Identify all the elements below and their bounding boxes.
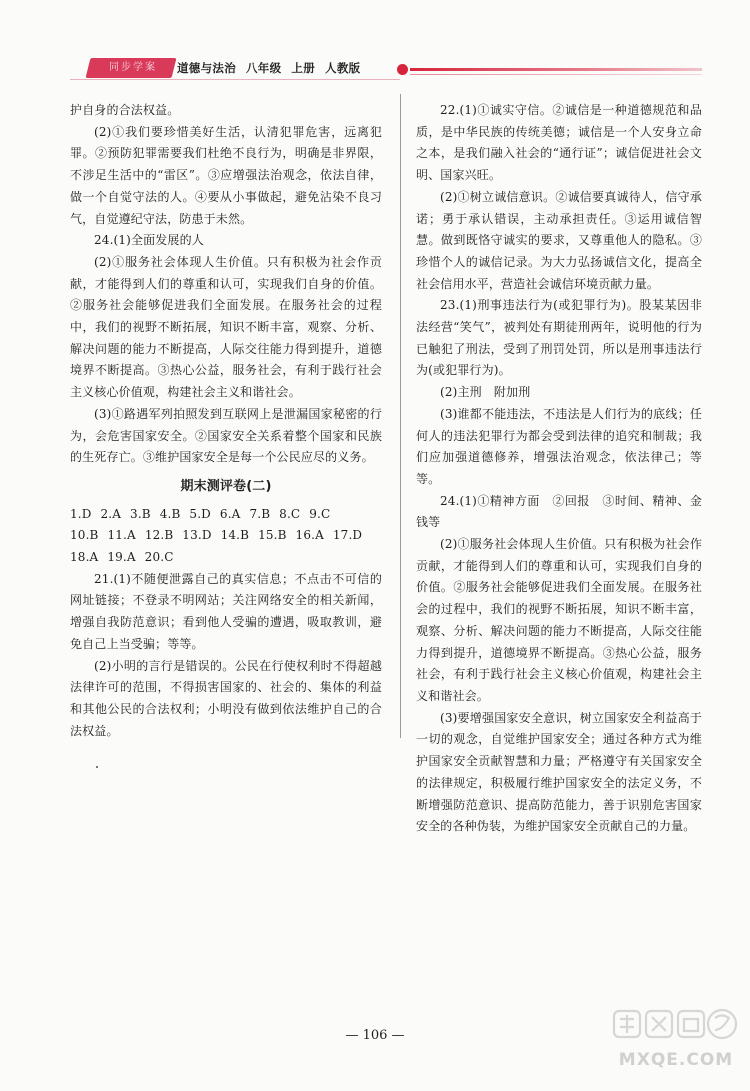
mc-answer: 4.B	[159, 506, 181, 521]
page-number: — 106 —	[345, 1028, 405, 1043]
header-volume: 上册	[291, 61, 316, 75]
mc-answer: 7.B	[249, 506, 271, 521]
mc-answer: 12.B	[144, 528, 174, 543]
answer-paragraph: (3)①路遇军列拍照发到互联网上是泄漏国家秘密的行为，会危害国家安全。②国家安全关系着整个国家和民族的生死存亡。③维护国家安全是每一个公民应尽的义务。	[70, 406, 382, 465]
answer-paragraph: (2)小明的言行是错误的。公民在行使权利时不得超越法律许可的范围，不得损害国家的、社会的、集体的利益和其他公民的合法权利；小明没有做到依法维护自己的合法权益。	[70, 658, 382, 738]
svg-text:MXQE.COM: MXQE.COM	[618, 1050, 734, 1070]
mc-answer: 1.D	[70, 506, 92, 521]
header-underline	[70, 79, 400, 80]
answer-paragraph: (2)①服务社会体现人生价值。只有积极为社会作贡献，才能得到人们的尊重和认可，实现我们自身的价值。②服务社会能够促进我们全面发展。在服务社会的过程中，我们的视野不断拓展，知识不断丰富，观察、分析、解决问题的能力不断提高，人际交往能力得到提升，道德境界不断提高。③热心公益，服务社会，有利于践行社会主义核心价值观，构建社会主义和谐社会。	[70, 254, 382, 400]
mc-answer: 11.A	[107, 528, 136, 543]
header-dot-decoration	[397, 64, 408, 75]
answer-paragraph: 护自身的合法权益。	[70, 103, 180, 117]
mc-answer: 19.A	[107, 550, 136, 565]
answer-paragraph: 24.(1)全面发展的人	[94, 233, 204, 248]
mc-answer: 10.B	[70, 528, 99, 543]
header-grade: 八年级	[246, 61, 282, 75]
mc-answer: 9.C	[309, 506, 331, 521]
mc-answer: 13.D	[182, 528, 212, 543]
header-subject: 道德与法治	[177, 61, 236, 75]
answer-paragraph: 22.(1)①诚实守信。②诚信是一种道德规范和品质，是中华民族的传统美德；诚信是一个人安身立命之本，是我们融入社会的“通行证”；诚信促进社会文明、国家兴旺。	[416, 103, 702, 183]
answer-paragraph: (2)①我们要珍惜美好生活，认清犯罪危害，远离犯罪。②预防犯罪需要我们杜绝不良行为，明确是非界限，不涉足生活中的“雷区”。③应增强法治观念，依法自律，做一个自觉守法的人。④要从小事做起，避免沾染不良习气，自觉遵纪守法，防患于未然。	[70, 124, 382, 226]
mc-answer: 16.A	[295, 528, 324, 543]
mc-answer: 20.C	[144, 550, 174, 565]
right-column	[416, 100, 702, 838]
answer-paragraph: 24.(1)①精神方面 ②回报 ③时间、精神、金钱等	[416, 493, 702, 530]
header-edition: 人教版	[325, 61, 361, 75]
answer-paragraph: 21.(1)不随便泄露自己的真实信息；不点击不可信的网址链接；不登录不明网站；关注网络安全的相关新闻，增强自我防范意识；看到他人受骗的遭遇，吸取教训，避免自己上当受骗；等等。	[70, 571, 382, 651]
multiple-choice-row	[70, 525, 382, 547]
multiple-choice-row	[70, 547, 382, 569]
section-title: 期末测评卷(二)	[180, 478, 272, 494]
header-title	[177, 60, 370, 76]
mc-answer: 15.B	[258, 528, 287, 543]
answer-paragraph: (3)谁都不能违法，不违法是人们行为的底线；任何人的违法犯罪行为都会受到法律的追究和制裁；我们应加强道德修养，增强法治观念，依法律己；等等。	[416, 406, 702, 486]
answer-paragraph: 23.(1)刑事违法行为(或犯罪行为)。股某某因非法经营“笑气”，被判处有期徒刑两年，说明他的行为已触犯了刑法，受到了刑罚处罚，所以是刑事违法行为(或犯罪行为)。	[416, 298, 702, 378]
mc-answer: 17.D	[332, 528, 363, 543]
watermark-logo	[610, 1005, 742, 1075]
mc-answer: 5.D	[189, 506, 211, 521]
header-rule-thin	[410, 74, 702, 75]
multiple-choice-row	[70, 504, 382, 526]
mc-answer: 18.A	[70, 550, 99, 565]
mc-answer: 8.C	[279, 506, 301, 521]
mc-answer: 3.B	[130, 506, 151, 521]
scan-speck	[96, 766, 98, 768]
header-badge-text: 同步学案	[109, 62, 157, 73]
mc-answer: 14.B	[220, 528, 250, 543]
header-rule	[410, 68, 702, 71]
answer-paragraph: (2)①服务社会体现人生价值。只有积极为社会作贡献，才能得到人们的尊重和认可，实现我们自身的价值。②服务社会能够促进我们全面发展。在服务社会的过程中，我们的视野不断拓展，知识不断丰富，观察、分析、解决问题的能力不断提高，人际交往能力得到提升，道德境界不断提高。③热心公益，服务社会，有利于践行社会主义核心价值观，构建社会主义和谐社会。	[416, 537, 702, 703]
mc-answer: 2.A	[100, 506, 122, 521]
answer-paragraph: (2)主刑 附加刑	[440, 385, 531, 400]
column-divider	[400, 94, 401, 738]
left-column	[70, 100, 382, 742]
answer-paragraph: (2)①树立诚信意识。②诚信要真诚待人，信守承诺；勇于承认错误，主动承担责任。③运用诚信智慧。做到既恪守诚实的要求，又尊重他人的隐私。③珍惜个人的诚信记录。为大力弘扬诚信文化，提高全社会信用水平，营造社会诚信环境贡献力量。	[416, 189, 702, 291]
mc-answer: 6.A	[219, 506, 241, 521]
answer-paragraph: (3)要增强国家安全意识，树立国家安全利益高于一切的观念，自觉维护国家安全；通过各种方式为维护国家安全贡献智慧和力量；严格遵守有关国家安全的法律规定，积极履行维护国家安全的法定义务，不断增强防范意识、提高防范能力，善于识别危害国家安全的各种伪装，为维护国家安全贡献自己的力量。	[416, 710, 702, 834]
